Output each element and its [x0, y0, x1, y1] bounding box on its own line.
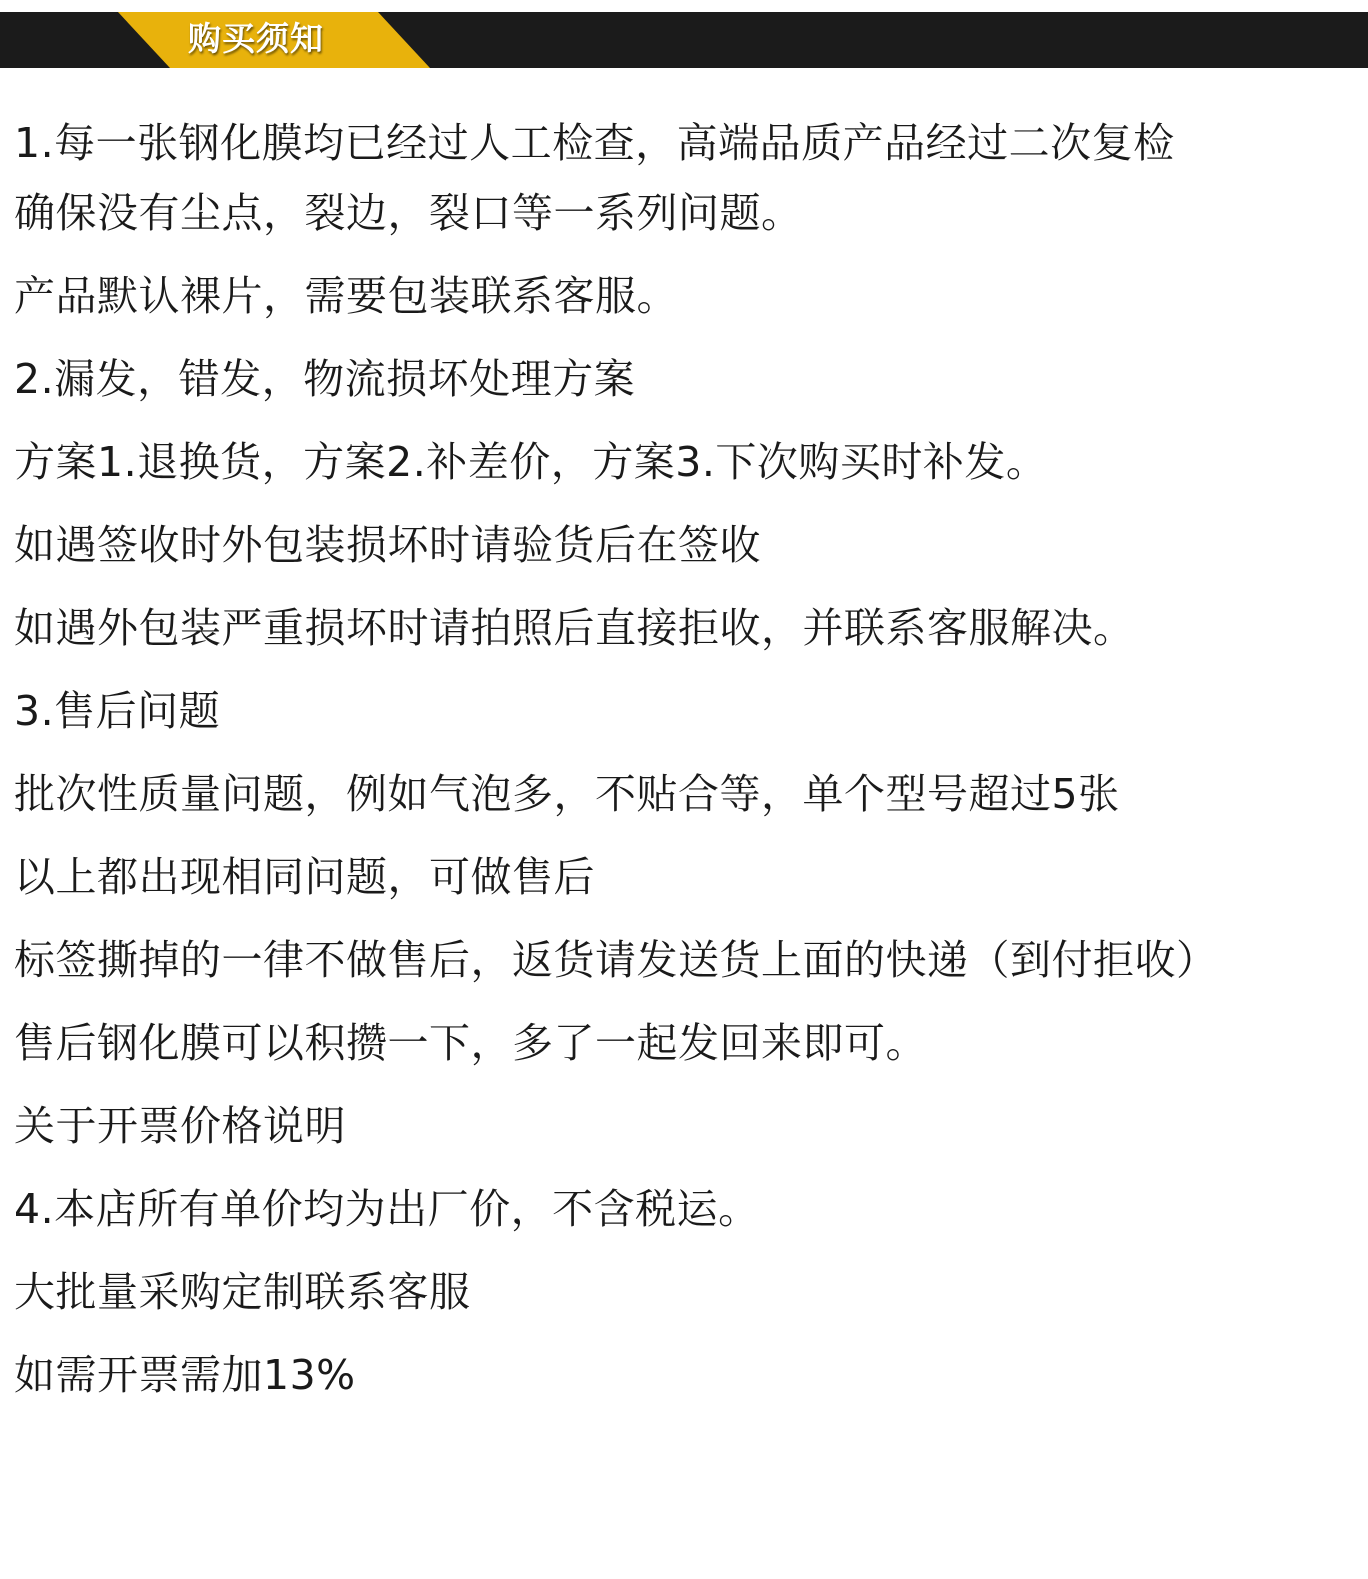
notice-line: 标签撕掉的一律不做售后，返货请发送货上面的快递（到付拒收） [14, 936, 1218, 984]
notice-line: 以上都出现相同问题，可做售后 [14, 853, 595, 901]
notice-line: 1.每一张钢化膜均已经过人工检查，高端品质产品经过二次复检 [14, 119, 1175, 167]
notice-line: 如遇签收时外包装损坏时请验货后在签收 [14, 521, 761, 569]
notice-line: 确保没有尘点，裂边，裂口等一系列问题。 [14, 189, 803, 237]
notice-line: 售后钢化膜可以积攒一下，多了一起发回来即可。 [14, 1019, 927, 1067]
notice-line: 2.漏发，错发，物流损坏处理方案 [14, 355, 636, 403]
notice-line: 3.售后问题 [14, 687, 221, 735]
notice-line: 方案1.退换货，方案2.补差价，方案3.下次购买时补发。 [14, 438, 1048, 486]
notice-line: 4.本店所有单价均为出厂价，不含税运。 [14, 1185, 760, 1233]
header-tab [118, 12, 430, 68]
notice-line: 关于开票价格说明 [14, 1102, 346, 1150]
notice-line: 如需开票需加13% [14, 1351, 356, 1399]
top-margin [0, 0, 1368, 12]
notice-line: 批次性质量问题，例如气泡多，不贴合等，单个型号超过5张 [14, 770, 1120, 818]
notice-line: 大批量采购定制联系客服 [14, 1268, 471, 1316]
notice-line: 如遇外包装严重损坏时请拍照后直接拒收，并联系客服解决。 [14, 604, 1135, 652]
notice-line: 产品默认裸片，需要包装联系客服。 [14, 272, 678, 320]
page-title: 购买须知 [188, 19, 324, 58]
notice-content [14, 108, 1368, 1410]
